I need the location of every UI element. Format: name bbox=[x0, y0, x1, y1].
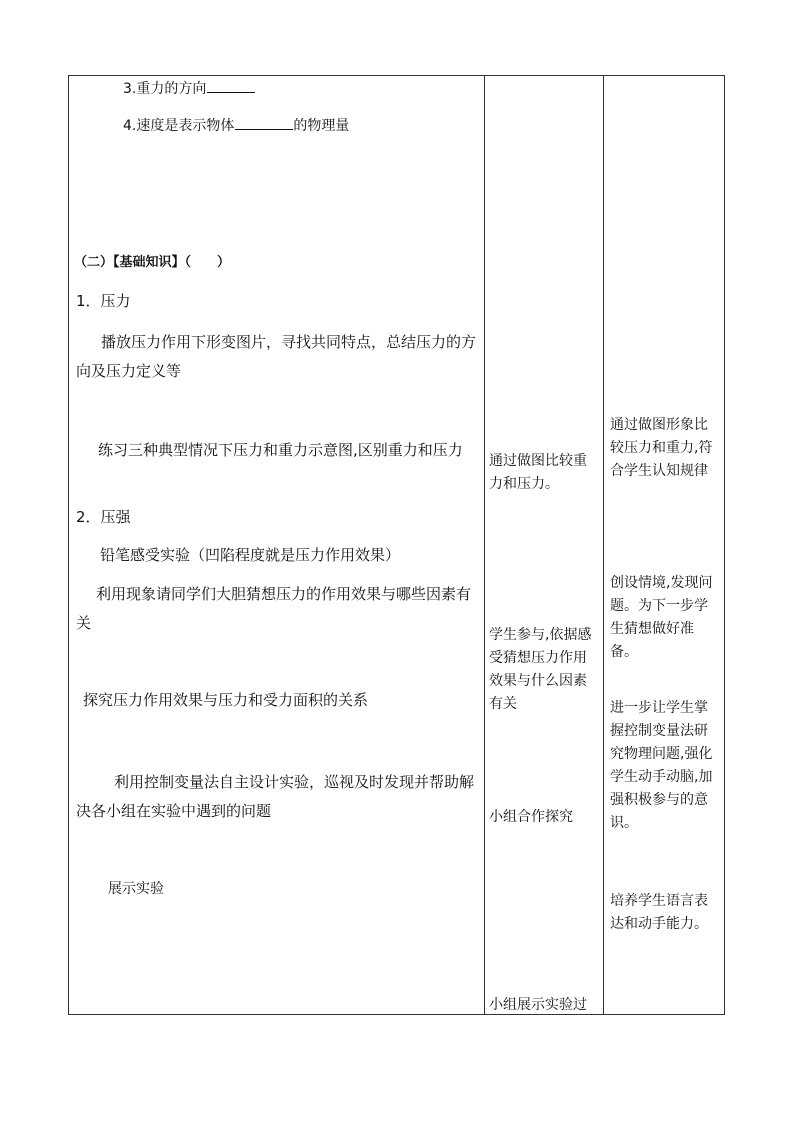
design-intent-2: 创设情境,发现问题。为下一步学生猜想做好准备。 bbox=[610, 575, 713, 660]
design-intent-1: 通过做图形象比较压力和重力,符合学生认知规律 bbox=[610, 417, 713, 479]
student-activity-4: 小组展示实验过 bbox=[489, 997, 587, 1013]
student-activity-1: 通过做图比较重力和压力。 bbox=[489, 453, 587, 492]
item-2-explore: 探究压力作用效果与压力和受力面积的关系 bbox=[83, 691, 369, 709]
item-2-design: 利用控制变量法自主设计实验，巡视及时发现并帮助解决各小组在实验中遇到的问题 bbox=[76, 773, 475, 820]
design-intent-4: 培养学生语言表达和动手能力。 bbox=[610, 893, 708, 932]
item-1-text: 播放压力作用下形变图片，寻找共同特点，总结压力的方向及压力定义等 bbox=[76, 333, 477, 380]
item-2-title: 2．压强 bbox=[76, 508, 131, 526]
item-1-title: 1．压力 bbox=[76, 292, 131, 310]
student-activity-3: 小组合作探究 bbox=[489, 809, 573, 825]
item-2-guess: 利用现象请同学们大胆猜想压力的作用效果与哪些因素有关 bbox=[76, 585, 472, 632]
column-divider-2 bbox=[603, 76, 604, 1014]
question-3 bbox=[123, 78, 255, 100]
answer-blank-4 bbox=[235, 117, 293, 130]
section-title: （二）【基础知识】（ ） bbox=[74, 255, 231, 270]
design-intent-3: 进一步让学生掌握控制变量法研究物理问题,强化学生动手动脑,加强积极参与的意识。 bbox=[610, 700, 713, 831]
question-4-text: 4.速度是表示物体 bbox=[123, 118, 235, 134]
student-activity-2: 学生参与,依据感受猜想压力作用效果与什么因素有关 bbox=[489, 627, 592, 712]
question-3-text: 3.重力的方向 bbox=[123, 81, 207, 97]
item-2-show: 展示实验 bbox=[108, 881, 164, 897]
item-1-practice: 练习三种典型情况下压力和重力示意图,区别重力和压力 bbox=[98, 441, 463, 459]
item-2-experiment: 铅笔感受实验（凹陷程度就是压力作用效果） bbox=[100, 546, 401, 564]
column-divider-1 bbox=[484, 76, 485, 1014]
question-4-suffix: 的物理量 bbox=[293, 118, 350, 134]
question-4 bbox=[123, 115, 349, 137]
answer-blank-3 bbox=[207, 80, 255, 93]
